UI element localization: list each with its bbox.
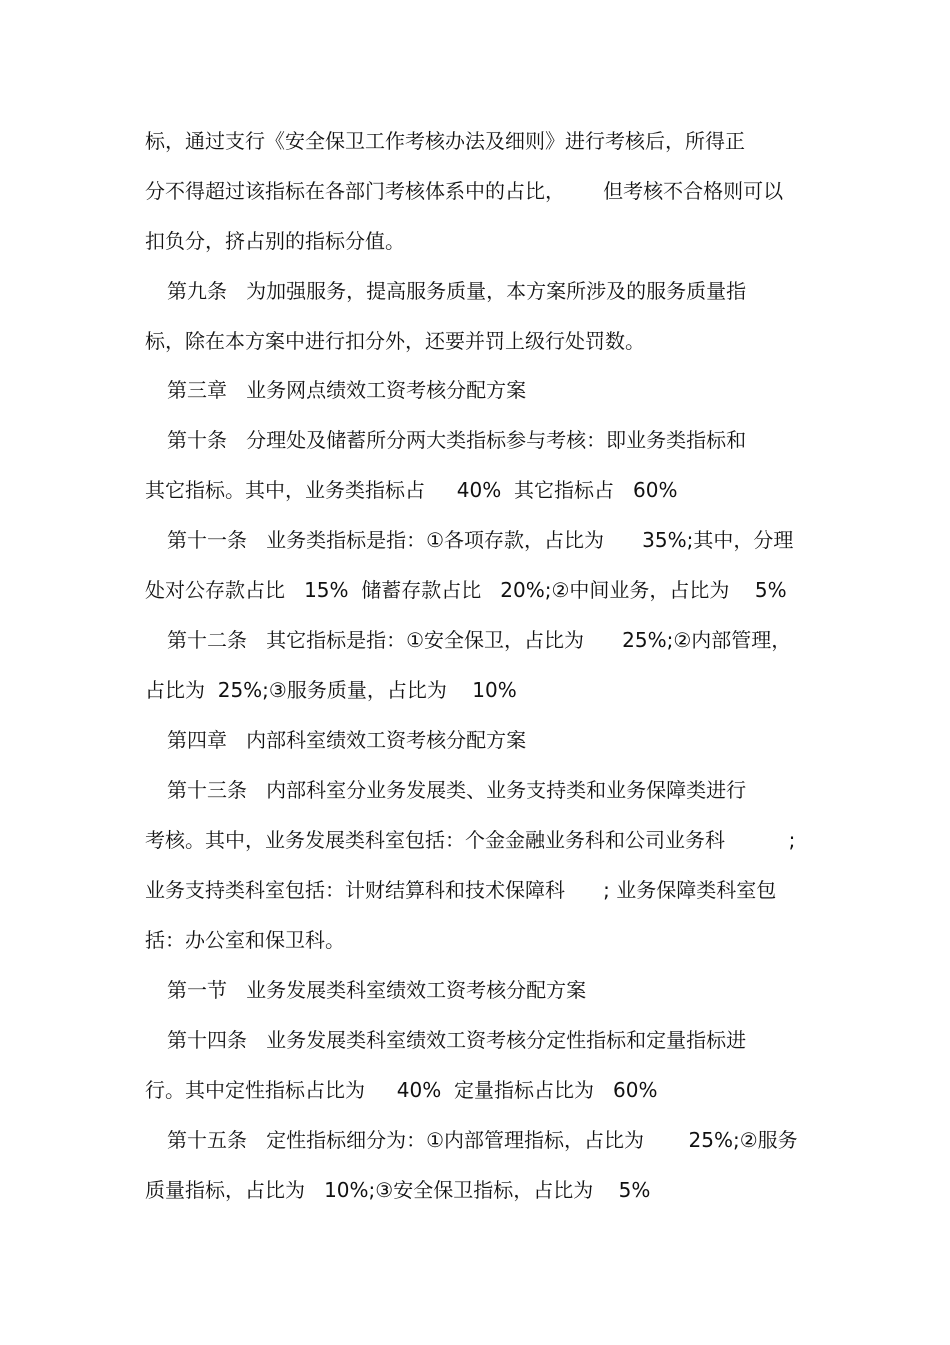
text-line: 其它指标。其中，业务类指标占 40% 其它指标占 60% — [145, 478, 678, 502]
chapter-4-heading: 第四章 内部科室绩效工资考核分配方案 — [167, 728, 527, 752]
text-line: 扣负分，挤占别的指标分值。 — [145, 229, 405, 253]
text-line: 业务支持类科室包括：计财结算科和技术保障科 ; 业务保障类科室包 — [145, 878, 777, 902]
chapter-3-heading: 第三章 业务网点绩效工资考核分配方案 — [167, 378, 527, 402]
article-15-line: 第十五条 定性指标细分为：①内部管理指标，占比为 25%;②服务 — [167, 1128, 798, 1152]
article-11-line: 第十一条 业务类指标是指：①各项存款，占比为 35%;其中，分理 — [167, 528, 794, 552]
text-line: 标，除在本方案中进行扣分外，还要并罚上级行处罚数。 — [145, 329, 645, 353]
article-9-line: 第九条 为加强服务，提高服务质量，本方案所涉及的服务质量指 — [167, 279, 747, 303]
text-line: 质量指标，占比为 10%;③安全保卫指标，占比为 5% — [145, 1178, 651, 1202]
article-10-line: 第十条 分理处及储蓄所分两大类指标参与考核：即业务类指标和 — [167, 428, 747, 452]
article-14-line: 第十四条 业务发展类科室绩效工资考核分定性指标和定量指标进 — [167, 1028, 747, 1052]
text-line: 占比为 25%;③服务质量，占比为 10% — [145, 678, 517, 702]
text-line: 分不得超过该指标在各部门考核体系中的占比， 但考核不合格则可以 — [145, 179, 784, 203]
article-12-line: 第十二条 其它指标是指：①安全保卫，占比为 25%;②内部管理， — [167, 628, 792, 652]
text-line: 括：办公室和保卫科。 — [145, 928, 345, 952]
text-line: 标，通过支行《安全保卫工作考核办法及细则》进行考核后，所得正 — [145, 129, 745, 153]
text-line: 处对公存款占比 15% 储蓄存款占比 20%;②中间业务，占比为 5% — [145, 578, 787, 602]
text-line: 考核。其中，业务发展类科室包括：个金金融业务科和公司业务科 ; — [145, 828, 796, 852]
text-line: 行。其中定性指标占比为 40% 定量指标占比为 60% — [145, 1078, 658, 1102]
article-13-line: 第十三条 内部科室分业务发展类、业务支持类和业务保障类进行 — [167, 778, 747, 802]
section-1-heading: 第一节 业务发展类科室绩效工资考核分配方案 — [167, 978, 587, 1002]
